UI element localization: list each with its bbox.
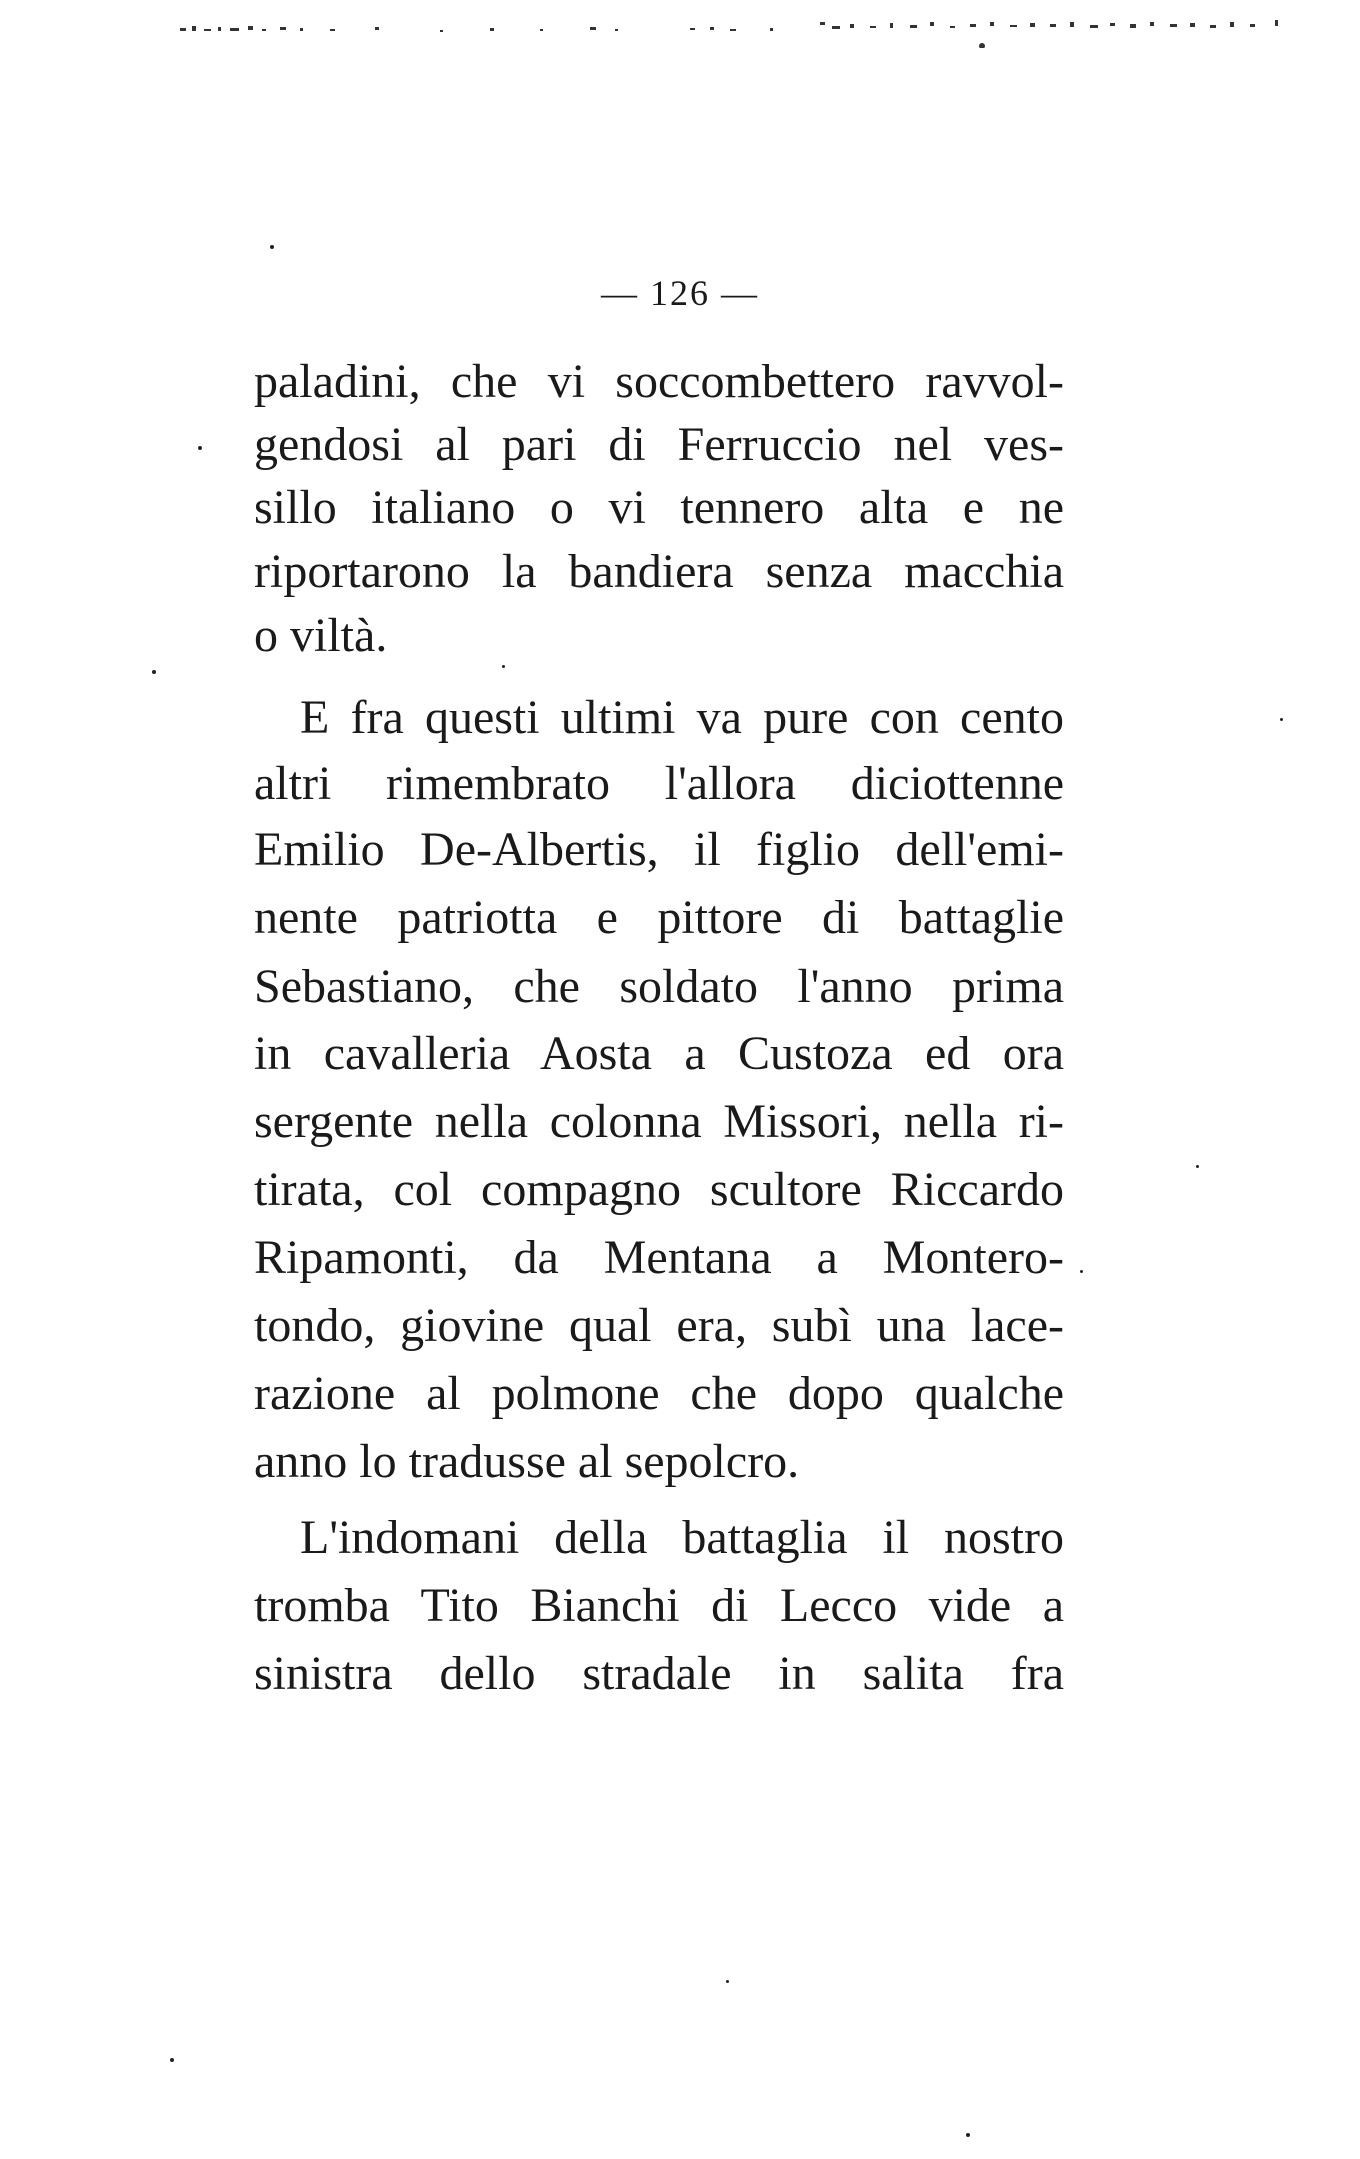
text-line: o viltà. [254, 609, 388, 662]
text-line: tirata, col compagno scultore Riccardo [254, 1163, 1064, 1216]
speck [270, 245, 274, 249]
speck [1196, 1165, 1199, 1168]
speck [198, 446, 202, 450]
text-line: tondo, giovine qual era, subì una lace- [254, 1299, 1064, 1352]
text-line: anno lo tradusse al sepolcro. [254, 1435, 800, 1488]
speck [152, 670, 156, 674]
text-line: riportarono la bandiera senza macchia [254, 545, 1064, 598]
speck [170, 2058, 174, 2062]
text-line: Ripamonti, da Mentana a Montero- [254, 1231, 1064, 1284]
text-line: E fra questi ultimi va pure con cento [300, 691, 1064, 744]
speck [1280, 718, 1283, 721]
text-line: in cavalleria Aosta a Custoza ed ora [254, 1027, 1064, 1080]
text-line: razione al polmone che dopo qualche [254, 1367, 1064, 1420]
speck [966, 2133, 970, 2137]
scan-noise [170, 14, 1290, 48]
text-line: sillo italiano o vi tennero alta e ne [254, 481, 1064, 534]
page-number: — 126 — [601, 273, 759, 313]
speck [726, 1980, 729, 1983]
text-line: gendosi al pari di Ferruccio nel ves- [254, 418, 1064, 471]
text-line: sergente nella colonna Missori, nella ri- [254, 1095, 1064, 1148]
text-line: sinistra dello stradale in salita fra [254, 1647, 1064, 1700]
text-line: altri rimembrato l'allora diciottenne [254, 757, 1064, 810]
text-line: nente patriotta e pittore di battaglie [254, 891, 1064, 944]
text-line: Emilio De-Albertis, il figlio dell'emi- [254, 823, 1064, 876]
text-line: paladini, che vi soccombettero ravvol- [254, 355, 1064, 408]
text-line: Sebastiano, che soldato l'anno prima [254, 960, 1064, 1013]
speck [1080, 1270, 1083, 1273]
text-line: tromba Tito Bianchi di Lecco vide a [254, 1579, 1064, 1632]
text-line: L'indomani della battaglia il nostro [300, 1511, 1064, 1564]
